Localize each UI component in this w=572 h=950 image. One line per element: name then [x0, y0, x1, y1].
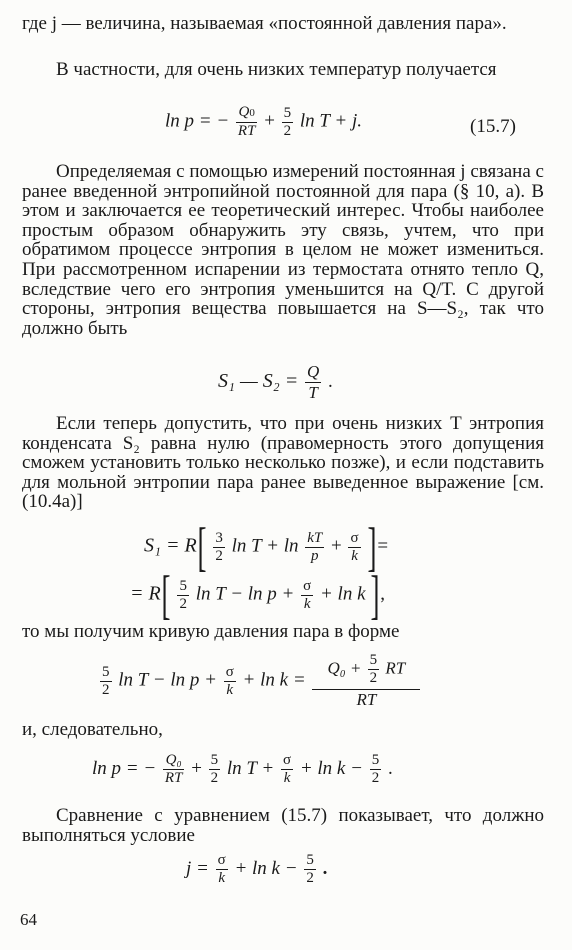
right-bracket-2: ]	[370, 565, 380, 625]
eq3-f1-den: 2	[215, 547, 223, 564]
eq5-d-num: 5	[371, 752, 380, 768]
eq4-rhs-five-two	[368, 652, 380, 687]
eq2-tail: .	[327, 370, 333, 392]
equation-entropy-difference	[218, 362, 333, 403]
eq1-lhs: ln p = −	[165, 110, 230, 132]
eq1-five: 5	[283, 104, 292, 121]
paragraph-low-temperature: В частности, для очень низких температур получается	[56, 59, 497, 80]
left-bracket-2: [	[161, 565, 171, 625]
equation-vapor-curve	[98, 652, 422, 710]
equation-entropy-line1	[144, 517, 389, 577]
eq3-end1: =	[377, 535, 389, 557]
eq1-q: Q	[238, 104, 250, 120]
eq3-frac-sigma-k-2	[301, 578, 313, 613]
eq4-frac-5-2	[100, 664, 112, 699]
eq2-num: Q	[306, 362, 320, 381]
eq6-a-den: k	[218, 870, 225, 886]
eq5-d-den: 2	[371, 770, 380, 786]
eq3-frac-5-2	[177, 578, 189, 613]
eq3-f2-den: p	[311, 547, 319, 564]
eq6-lhs: j =	[186, 857, 209, 879]
equation-ln-p	[92, 752, 393, 787]
eq5-c-den: k	[283, 770, 291, 786]
eq5-c-num: σ	[282, 752, 292, 768]
paragraph-vapor-curve: то мы получим кривую давления пара в форме	[22, 621, 400, 642]
eq5-frac-5-2	[209, 752, 221, 787]
eq3-f3-den: k	[351, 547, 358, 564]
eq4-end: + ln k =	[242, 669, 306, 691]
page-number: 64	[20, 910, 37, 929]
eq6-a-num: σ	[217, 852, 226, 868]
eq3-line2-lhs: = R	[130, 582, 161, 605]
eq5-frac-sigma-k	[281, 752, 293, 787]
equation-entropy-line2	[130, 565, 386, 625]
paragraph-assume: Если теперь допустить, что при очень низких T энтропия конденсата S₂ равна нулю (правомерность этого допущения сможем установить только несколько позже), и если подставить для мольной энтропии пара ранее выведенное выражение [см. (10.4а)]	[22, 413, 544, 513]
eq5-b-num: 5	[210, 752, 219, 768]
eq3-mid1: ln T + ln	[231, 535, 299, 557]
eq4-rhs-two: 2	[369, 670, 378, 686]
paragraph-entropy: Определяемая с помощью измерений постоянная j связана с ранее введенной энтропийной постоянной для пара (§ 10, а). В этом и заключается ее теоретический интерес. Чтобы наиболее простым образом обнаружить эту связь, учтем, что при обратимом процессе энтропия в целом не может измениться. При рассмотренном испарении из термостата отнято тепло Q, вследствие чего его энтропия уменьшится на Q/T. С другой стороны, энтропия вещества повышается на S—S₂, так что должно быть	[22, 161, 544, 339]
paragraph-hence: и, следовательно,	[22, 719, 163, 740]
eq3-g2-den: k	[303, 595, 311, 612]
eq1-q-sub: 0	[249, 107, 255, 119]
eq3-g1-num: 5	[179, 577, 187, 594]
eq6-frac-5-2	[304, 852, 316, 887]
equation-15-7	[165, 104, 362, 140]
eq5-mid2: + ln k −	[299, 757, 363, 779]
eq2-lhs: S₁ — S₂ =	[218, 369, 299, 392]
eq4-h1-den: 2	[102, 681, 110, 698]
eq3-f3-num: σ	[350, 529, 359, 546]
eq6-tail: .	[322, 857, 328, 879]
eq1-plus: +	[264, 110, 275, 132]
eq3-frac-3-2	[213, 530, 225, 565]
eq1-two: 2	[283, 122, 292, 139]
eq5-b-den: 2	[210, 770, 219, 786]
eq1-rest: ln T + j.	[299, 110, 363, 132]
eq3-mid2: ln T − ln p +	[195, 583, 295, 605]
eq3-frac-sigma-k	[348, 530, 360, 565]
right-bracket-1: ]	[367, 517, 377, 577]
eq4-rhs-five: 5	[369, 652, 378, 668]
eq3-line1-lhs: S₁ = R	[144, 534, 197, 557]
eq3-g2-num: σ	[303, 577, 312, 594]
eq5-tail: .	[387, 757, 393, 779]
eq6-mid: + ln k −	[234, 857, 298, 879]
eq5-a-num: Q₀	[163, 752, 185, 770]
eq3-tail2: ,	[380, 583, 386, 605]
eq5-mid: ln T +	[226, 757, 275, 779]
eq6-b-num: 5	[306, 852, 314, 868]
eq3-f2-num: kT	[307, 529, 323, 546]
paragraph-compare: Сравнение с уравнением (15.7) показывает, что должно выполняться условие	[22, 805, 544, 846]
eq4-rhs-fraction	[312, 652, 420, 710]
eq5-plus: +	[191, 757, 202, 779]
equation-number-15-7: (15.7)	[470, 116, 516, 137]
eq5-frac-5-2-b	[370, 752, 382, 787]
eq3-f1-num: 3	[215, 529, 223, 546]
eq5-frac-q0-rt	[163, 752, 185, 787]
eq4-h2-num: σ	[225, 663, 234, 680]
eq4-h1-num: 5	[102, 663, 110, 680]
eq4-mid: ln T − ln p +	[118, 669, 217, 691]
eq1-fraction-q0-rt	[236, 104, 258, 140]
eq3-plus: +	[331, 535, 342, 557]
eq2-den: T	[308, 383, 318, 402]
equation-j	[186, 852, 327, 887]
paragraph-top: где j — величина, называемая «постоянной давления пара».	[22, 13, 507, 34]
eq6-frac-sigma-k	[216, 852, 228, 887]
eq3-frac-kt-p	[305, 530, 324, 565]
eq3-g1-den: 2	[179, 595, 187, 612]
eq5-lhs: ln p = −	[92, 757, 157, 779]
eq1-fraction-five-two	[282, 105, 294, 140]
eq4-frac-sigma-k	[224, 664, 236, 699]
eq4-h2-den: k	[226, 681, 234, 698]
eq3-end2: + ln k	[319, 583, 366, 605]
eq2-fraction	[305, 362, 321, 403]
eq1-rt: RT	[237, 123, 256, 139]
eq6-b-den: 2	[306, 870, 314, 886]
eq4-rhs-den: RT	[356, 690, 377, 709]
eq5-a-den: RT	[164, 770, 183, 786]
eq4-rhs-a: Q₀ +	[327, 658, 362, 678]
left-bracket-1: [	[197, 517, 207, 577]
eq4-rhs-b: RT	[385, 658, 406, 678]
